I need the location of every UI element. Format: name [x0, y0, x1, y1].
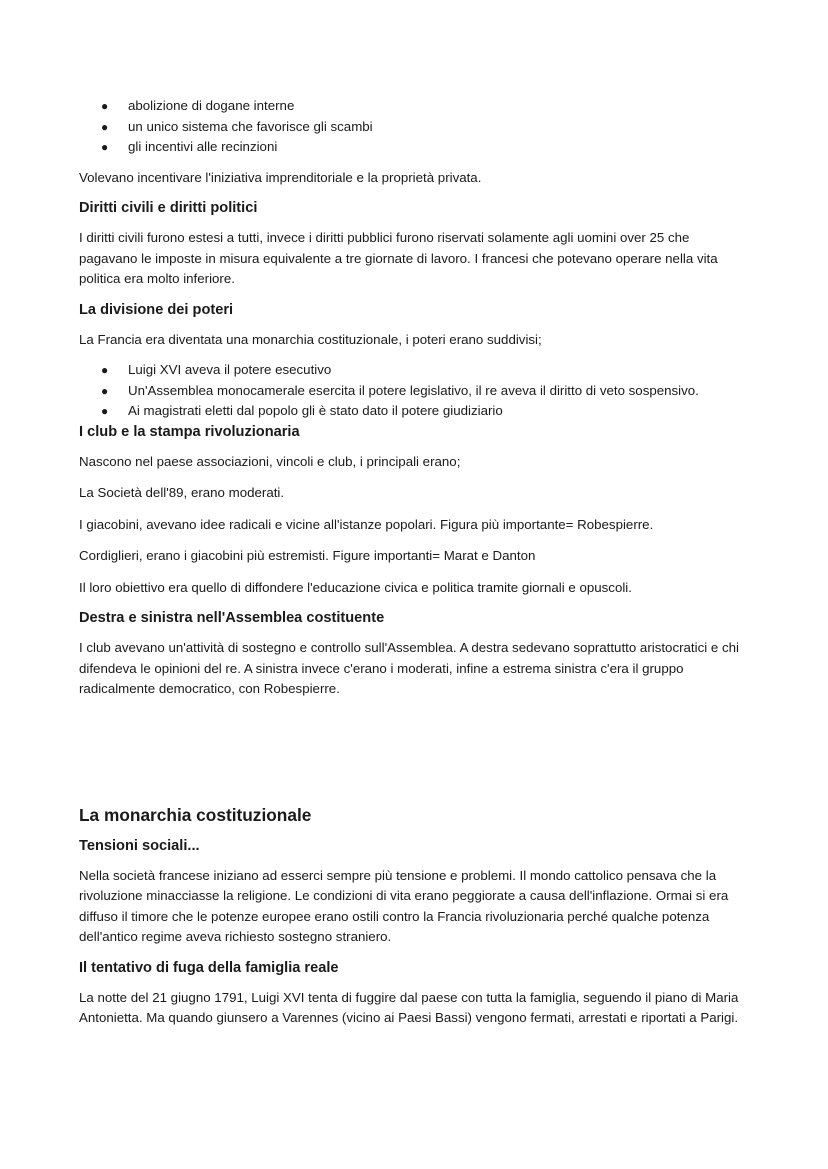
paragraph-club-4: Cordiglieri, erano i giacobini più estremisti. Figure importanti= Marat e Danton — [79, 548, 536, 563]
bullet-list-poteri — [79, 360, 751, 422]
paragraph-volevano: Volevano incentivare l'iniziativa imprenditoriale e la proprietà privata. — [79, 169, 482, 185]
bullet-item: ● un unico sistema che favorisce gli scambi — [79, 117, 751, 138]
bullet-item: ● Ai magistrati eletti dal popolo gli è stato dato il potere giudiziario — [79, 401, 751, 422]
heading-fuga: Il tentativo di fuga della famiglia reale — [79, 959, 339, 976]
paragraph-fuga: La notte del 21 giugno 1791, Luigi XVI tenta di fuggire dal paese con tutta la famiglia, seguendo il piano di Maria Antonietta. Ma quando giunsero a Varennes (vicino ai Paesi Bassi) vengono fermati, arrestati e riportati a Parigi. — [79, 989, 739, 1025]
paragraph-destra-sinistra: I club avevano un'attività di sostegno e controllo sull'Assemblea. A destra sedevano soprattutto aristocratici e chi difendeva le opinioni del re. A sinistra invece c'erano i moderati, infine a estrema sinistra c'era il gruppo radicalmente democratico, con Robespierre. — [79, 640, 739, 696]
bullet-item: ● gli incentivi alle recinzioni — [79, 137, 751, 158]
heading-destra-sinistra: Destra e sinistra nell'Assemblea costituente — [79, 610, 385, 626]
heading-club: I club e la stampa rivoluzionaria — [79, 423, 300, 440]
paragraph-tensioni: Nella società francese iniziano ad esserci sempre più tensione e problemi. Il mondo cattolico pensava che la rivoluzione minacciasse la religione. Le condizioni di vita erano peggiorate a causa dell'inflazione. Ormai si era diffuso il timore che le potenze europee erano ostili contro la Francia rivoluzionaria perché qualche potenza dell'antico regime aveva richiesto sostegno straniero. — [79, 867, 729, 944]
paragraph-divisione: La Francia era diventata una monarchia costituzionale, i poteri erano suddivisi; — [79, 331, 542, 347]
paragraph-club-2: La Società dell'89, erano moderati. — [79, 485, 285, 500]
section-title-monarchia: La monarchia costituzionale — [79, 804, 312, 825]
bullet-item: ● abolizione di dogane interne — [79, 96, 751, 117]
paragraph-club-3: I giacobini, avevano idee radicali e vicine all'istanze popolari. Figura più importante= Robespierre. — [79, 516, 654, 532]
bullet-item: ● Un'Assemblea monocamerale esercita il potere legislativo, il re aveva il diritto di veto sospensivo. — [79, 381, 751, 402]
document-page — [79, 96, 751, 1029]
heading-divisione: La divisione dei poteri — [79, 301, 234, 318]
paragraph-club-1: Nascono nel paese associazioni, vincoli e club, i principali erano; — [79, 453, 461, 469]
heading-tensioni: Tensioni sociali... — [79, 837, 200, 854]
bullet-item: ● Luigi XVI aveva il potere esecutivo — [79, 360, 751, 381]
paragraph-diritti: I diritti civili furono estesi a tutti, invece i diritti pubblici furono riservati solamente agli uomini over 25 che pagavano le imposte in misura equivalente a tre giornate di lavoro. I francesi che potevano operare nella vita politica era molto inferiore. — [79, 230, 718, 286]
bullet-list-economic-measures — [79, 96, 751, 158]
heading-diritti: Diritti civili e diritti politici — [79, 200, 258, 216]
paragraph-club-5: Il loro obiettivo era quello di diffondere l'educazione civica e politica tramite giornali e opuscoli. — [79, 579, 632, 595]
